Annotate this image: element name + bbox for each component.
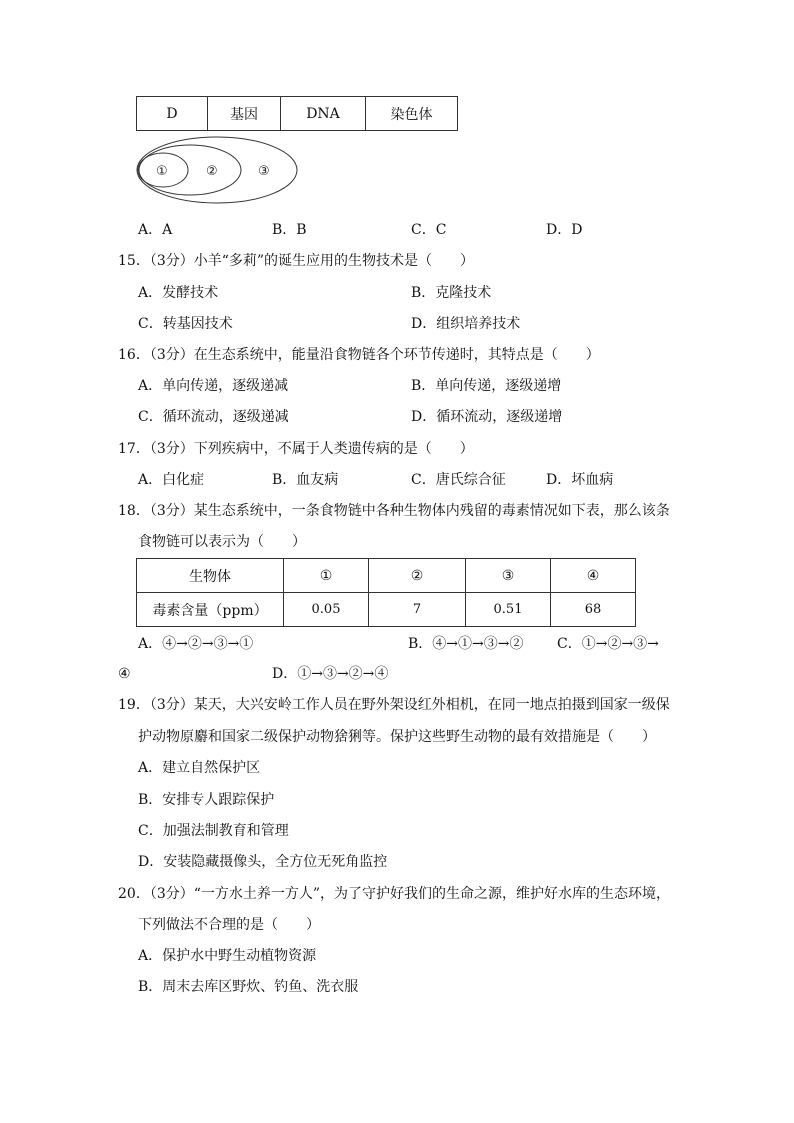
option-c: C．①→②→③→ (557, 636, 659, 652)
table-row (137, 559, 636, 593)
option-a: A．发酵技术 (138, 285, 219, 301)
table-cell: 68 (551, 593, 636, 627)
option-b: B．B (272, 222, 307, 238)
nested-circles-diagram (136, 136, 302, 206)
venn-label-3: ③ (258, 164, 270, 179)
option-b: B．单向传递，逐级递增 (411, 378, 562, 394)
table-cell: DNA (281, 97, 366, 131)
option-a: A．白化症 (138, 472, 205, 488)
option-c: C．循环流动，逐级递减 (138, 409, 289, 425)
table-header-cell: 生物体 (137, 559, 284, 593)
option-d: D．坏血病 (546, 472, 614, 488)
option-c: C．C (411, 222, 447, 238)
option-a: A．建立自然保护区 (138, 760, 261, 776)
venn-label-2: ② (206, 164, 218, 179)
question-15-stem: 15．（3分）小羊“多莉”的诞生应用的生物技术是（ ） (118, 253, 475, 269)
question-18-stem-cont: 食物链可以表示为（ ） (138, 534, 306, 550)
table-cell: 毒素含量（ppm） (137, 593, 284, 627)
option-a: A．④→②→③→① (138, 636, 254, 652)
option-d: D．①→③→②→④ (272, 666, 389, 682)
table-header-cell: ② (369, 559, 466, 593)
table-cell: 基因 (208, 97, 281, 131)
table-header-cell: ③ (466, 559, 551, 593)
option-c: C．转基因技术 (138, 316, 233, 332)
option-b: B．克隆技术 (411, 285, 492, 301)
question-19-stem-cont: 护动物原麝和国家二级保护动物猞猁等。保护这些野生动物的最有效措施是（ ） (138, 729, 656, 745)
option-b: B．血友病 (272, 472, 339, 488)
option-c-continued: ④ (118, 666, 131, 682)
table-cell: D (137, 97, 208, 131)
option-a: A．保护水中野生动植物资源 (138, 948, 317, 964)
table-cell: 0.05 (284, 593, 369, 627)
question-20-stem: 20．（3分）“一方水土养一方人”，为了守护好我们的生命之源，维护好水库的生态环境， (118, 886, 671, 902)
question-18-stem: 18．（3分）某生态系统中，一条食物链中各种生物体内残留的毒素情况如下表，那么该条 (118, 503, 670, 519)
table-cell: 0.51 (466, 593, 551, 627)
table-header-cell: ① (284, 559, 369, 593)
option-a: A．单向传递，逐级递减 (138, 378, 289, 394)
option-d: D．安装隐藏摄像头，全方位无死角监控 (138, 854, 388, 870)
toxin-table (136, 558, 636, 627)
gene-table (136, 96, 458, 131)
question-19-stem: 19．（3分）某天，大兴安岭工作人员在野外架设红外相机，在同一地点拍摄到国家一级保 (118, 697, 670, 713)
venn-label-1: ① (156, 164, 168, 179)
option-d: D．循环流动，逐级递增 (411, 409, 563, 425)
option-b: B．④→①→③→② (408, 636, 524, 652)
table-header-cell: ④ (551, 559, 636, 593)
option-a: A．A (138, 222, 173, 238)
table-row (137, 593, 636, 627)
table-cell: 染色体 (366, 97, 458, 131)
question-20-stem-cont: 下列做法不合理的是（ ） (138, 917, 320, 933)
option-c: C．加强法制教育和管理 (138, 823, 289, 839)
middle-ellipse (139, 145, 241, 195)
option-b: B．安排专人跟踪保护 (138, 792, 275, 808)
option-d: D．D (546, 222, 583, 238)
option-b: B．周末去库区野炊、钓鱼、洗衣服 (138, 979, 359, 995)
question-17-stem: 17．（3分）下列疾病中，不属于人类遗传病的是（ ） (118, 441, 474, 457)
option-c: C．唐氏综合征 (411, 472, 506, 488)
option-d: D．组织培养技术 (411, 316, 521, 332)
question-16-stem: 16．（3分）在生态系统中，能量沿食物链各个环节传递时，其特点是（ ） (118, 347, 600, 363)
table-cell: 7 (369, 593, 466, 627)
